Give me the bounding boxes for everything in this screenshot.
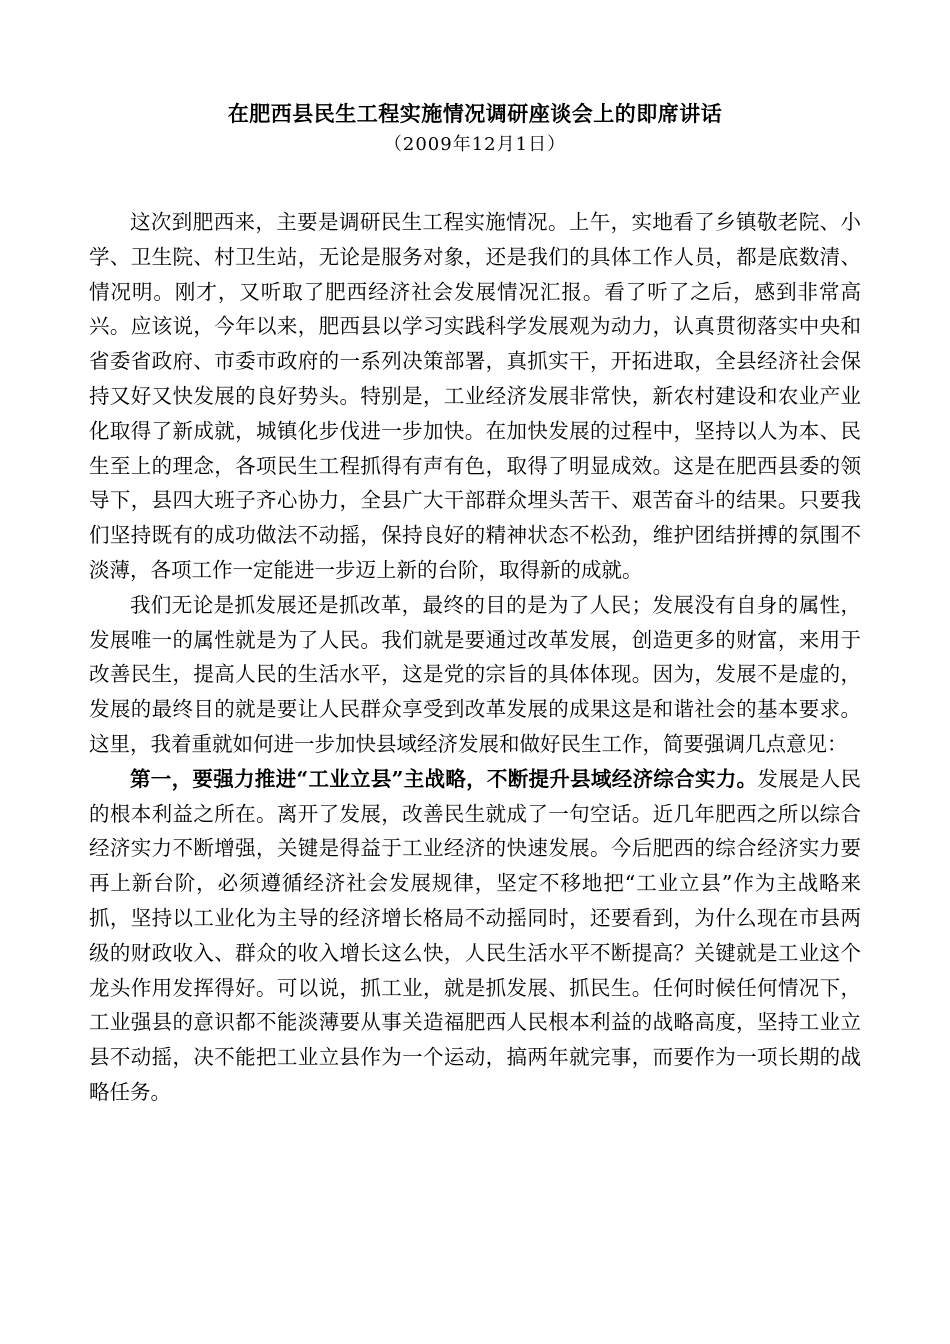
document-date: （2009年12月1日） bbox=[383, 134, 567, 155]
paragraph-text: 这次到肥西来，主要是调研民生工程实施情况。上午，实地看了乡镇敬老院、小学、卫生院、村卫生站，无论是服务对象，还是我们的具体工作人员，都是底数清、情况明。刚才，又听取了肥西经济社会发展情况汇报。看了听了之后，感到非常高兴。应该说，今年以来，肥西县以学习实践科学发展观为动力，认真贯彻落实中央和省委省政府、市委市政府的一系列决策部署，真抓实干，开拓进取，全县经济社会保持又好又快发展的良好势头。特别是，工业经济发展非常快，新农村建设和农业产业化取得了新成就，城镇化步伐进一步加快。在加快发展的过程中，坚持以人为本、民生至上的理念，各项民生工程抓得有声有色，取得了明显成效。这是在肥西县委的领导下，县四大班子齐心协力，全县广大干部群众埋头苦干、艰苦奋斗的结果。只要我们坚持既有的成功做法不动摇，保持良好的精神状态不松劲，维护团结拼搏的氛围不淡薄，各项工作一定能进一步迈上新的台阶，取得新的成就。 bbox=[89, 210, 861, 582]
paragraph-text: 我们无论是抓发展还是抓改革，最终的目的是为了人民；发展没有自身的属性，发展唯一的属性就是为了人民。我们就是要通过改革发展，创造更多的财富，来用于改善民生，提高人民的生活水平，这是党的宗旨的具体体现。因为，发展不是虚的，发展的最终目的就是要让人民群众享受到改革发展的成果这是和谐社会的基本要求。这里，我着重就如何进一步加快县域经济发展和做好民生工作，简要强调几点意见： bbox=[89, 592, 861, 756]
paragraph-text: 发展是人民的根本利益之所在。离开了发展，改善民生就成了一句空话。近几年肥西之所以综合经济实力不断增强，关键是得益于工业经济的快速发展。今后肥西的综合经济实力要再上新台阶，必须遵循经济社会发展规律，坚定不移地把“工业立县”作为主战略来抓，坚持以工业化为主导的经济增长格局不动摇同时，还要看到，为什么现在市县两级的财政收入、群众的收入增长这么快，人民生活水平不断提高？关键就是工业这个龙头作用发挥得好。可以说，抓工业，就是抓发展、抓民生。任何时候任何情况下，工业强县的意识都不能淡薄要从事关造福肥西人民根本利益的战略高度，坚持工业立县不动摇，决不能把工业立县作为一个运动，搞两年就完事，而要作为一项长期的战略任务。 bbox=[89, 766, 862, 1104]
speech-body bbox=[89, 205, 861, 1110]
paragraph-2 bbox=[89, 588, 861, 762]
paragraph-1 bbox=[89, 205, 861, 588]
paragraph-3 bbox=[89, 762, 861, 1110]
document-title: 在肥西县民生工程实施情况调研座谈会上的即席讲话 bbox=[227, 101, 723, 126]
paragraph-lead-heading: 第一，要强力推进“工业立县”主战略，不断提升县域经济综合实力。 bbox=[130, 766, 758, 791]
